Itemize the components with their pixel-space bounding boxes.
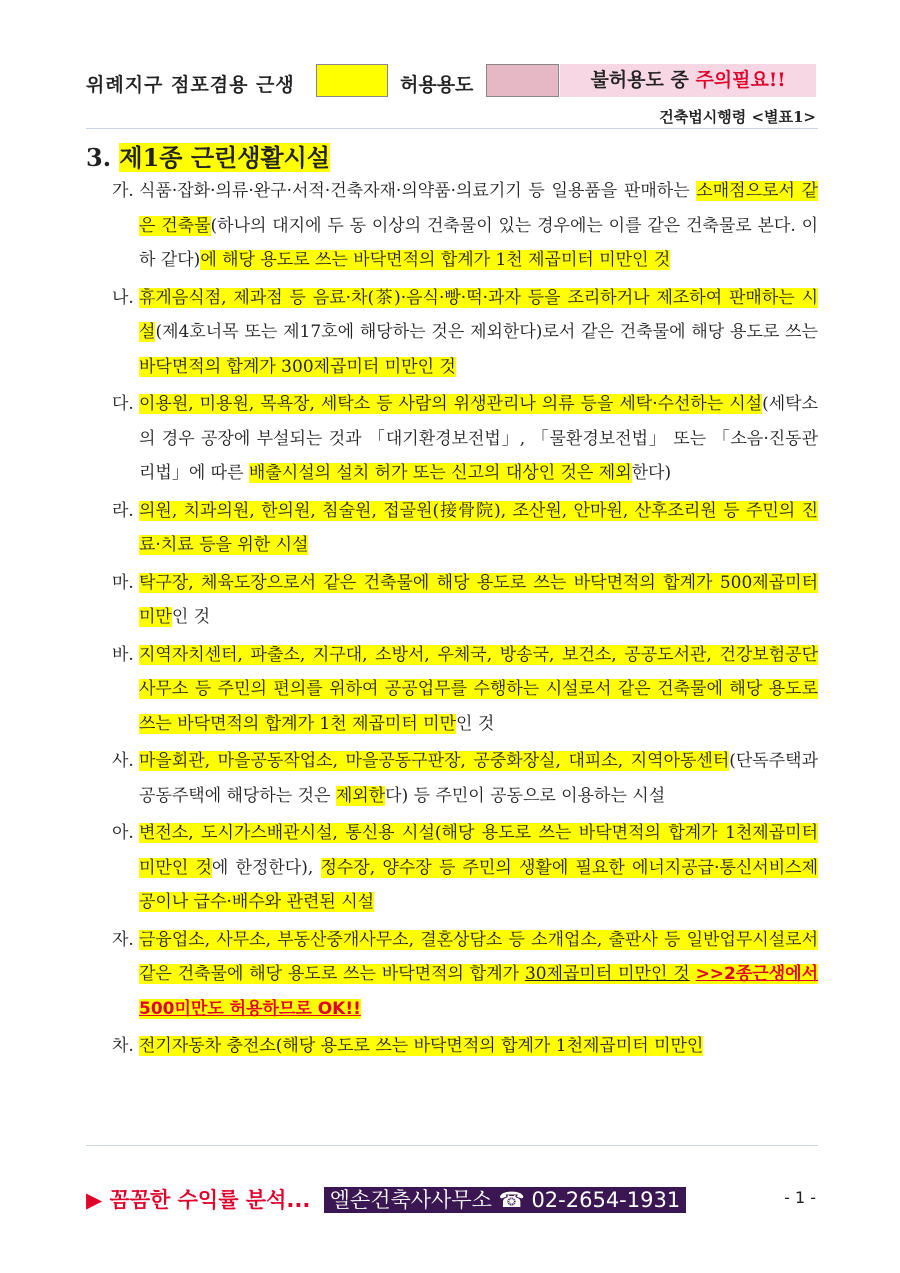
item-text: 탁구장, 체육도장으로서 같은 건축물에 해당 용도로 쓰는 바닥면적의 합계가 500제곱미터 미만 bbox=[139, 572, 818, 627]
item-text bbox=[690, 964, 696, 984]
item-text: 의원, 치과의원, 한의원, 침술원, 접골원(接骨院), 조산원, 안마원, 산후조리원 등 주민의 진료·치료 등을 위한 시설 bbox=[139, 500, 818, 555]
legend-header bbox=[86, 64, 826, 98]
use-item bbox=[112, 638, 818, 742]
allowed-color-swatch bbox=[316, 64, 388, 97]
denied-prefix: 불허용도 중 bbox=[590, 69, 696, 91]
denied-color-swatch bbox=[486, 64, 559, 97]
item-label: 차. bbox=[112, 1036, 134, 1056]
use-item bbox=[112, 923, 818, 1027]
item-text: 이용원, 미용원, 목욕장, 세탁소 등 사람의 위생관리나 의류 등을 세탁·수선하는 시설 bbox=[139, 394, 763, 414]
footer-tagline: 꼼꼼한 수익률 분석... bbox=[109, 1188, 311, 1212]
item-text: (제4호너목 또는 제17호에 해당하는 것은 제외한다)로서 같은 건축물에 해당 용도로 쓰는 bbox=[155, 322, 818, 342]
item-text: 금융업소, 사무소, 부동산중개사무소, 결혼상담소 등 소개업소, 출판사 등 일반업무시설로서 같은 건축물에 해당 용도로 쓰는 바닥면적의 합계가 bbox=[139, 929, 818, 984]
item-text: 에 한정한다), bbox=[211, 857, 321, 878]
item-text: 정수장, 양수장 등 주민의 생활에 필요한 에너지공급·통신서비스제공이나 급수·배수와 관련된 시설 bbox=[139, 857, 818, 912]
page-number: - 1 - bbox=[784, 1188, 816, 1207]
item-text: 배출시설의 설치 허가 또는 신고의 대상인 것은 제외 bbox=[248, 463, 632, 483]
section-number: 3. bbox=[86, 143, 112, 172]
regulation-reference: 건축법시행령 <별표1> bbox=[659, 108, 816, 126]
item-text: 전기자동차 충전소(해당 용도로 쓰는 바닥면적의 합계가 1천제곱미터 미만인 bbox=[139, 1036, 704, 1056]
item-label: 사. bbox=[112, 751, 134, 771]
item-text: 30제곱미터 미만인 것 bbox=[524, 964, 690, 984]
arrow-icon: ▶ bbox=[86, 1188, 103, 1212]
allowed-use-label: 허용용도 bbox=[400, 74, 474, 96]
section-heading bbox=[86, 138, 330, 173]
use-item bbox=[112, 1029, 818, 1064]
section-title: 제1종 근린생활시설 bbox=[119, 143, 330, 172]
office-name: 엘손건축사사무소 bbox=[329, 1188, 492, 1212]
use-item bbox=[112, 566, 818, 635]
item-text: 인 것 bbox=[456, 713, 495, 734]
office-contact-box bbox=[324, 1187, 687, 1213]
item-text: >>2종근생에서 500미만도 허용하므로 OK!! bbox=[139, 964, 818, 1019]
bottom-divider bbox=[86, 1145, 818, 1146]
item-text: 식품·잡화·의류·완구·서적·건축자재·의약품·의료기기 등 일용품을 판매하는 bbox=[139, 181, 697, 201]
footer-banner bbox=[86, 1184, 686, 1212]
phone-number: ☎ 02-2654-1931 bbox=[498, 1188, 681, 1212]
item-text: 지역자치센터, 파출소, 지구대, 소방서, 우체국, 방송국, 보건소, 공공도서관, 건강보험공단 사무소 등 주민의 편의를 위하여 공공업무를 수행하는 시설로서 같은 건축물에 해당 용도로 쓰는 바닥면적의 합계가 1천 제곱미터 미만 bbox=[139, 644, 818, 734]
item-label: 다. bbox=[112, 394, 134, 414]
document-title: 위례지구 점포겸용 근생 bbox=[86, 74, 295, 96]
top-divider bbox=[86, 128, 818, 129]
use-item bbox=[112, 387, 818, 491]
item-label: 가. bbox=[112, 181, 134, 201]
use-item bbox=[112, 494, 818, 563]
item-text: (세탁소의 경우 공장에 부설되는 것과 「대기환경보전법」, 「물환경보전법」 또는 「소음·진동관리법」에 따른 bbox=[139, 394, 818, 483]
item-text: 바닥면적의 합계가 300제곱미터 미만인 것 bbox=[139, 356, 456, 377]
item-text: 마을회관, 마을공동작업소, 마을공동구판장, 공중화장실, 대피소, 지역아동센터 bbox=[139, 751, 730, 771]
use-item bbox=[112, 281, 818, 385]
item-label: 마. bbox=[112, 572, 134, 593]
use-item bbox=[112, 744, 818, 813]
item-text: 에 해당 용도로 쓰는 바닥면적의 합계가 1천 제곱미터 미만인 것 bbox=[200, 250, 671, 270]
item-text: 휴게음식점, 제과점 등 음료·차(茶)·음식·빵·떡·과자 등을 조리하거나 제조하여 판매하는 시설 bbox=[139, 287, 818, 342]
item-label: 자. bbox=[112, 929, 134, 950]
denied-warning: 주의필요!! bbox=[695, 69, 786, 91]
item-label: 나. bbox=[112, 287, 134, 308]
item-text: 변전소, 도시가스배관시설, 통신용 시설(해당 용도로 쓰는 바닥면적의 합계가 1천제곱미터 미만인 것 bbox=[139, 823, 818, 878]
item-text: 한다) bbox=[631, 463, 672, 483]
item-text: (하나의 대지에 두 동 이상의 건축물이 있는 경우에는 이를 같은 건축물로 본다. 이하 같다) bbox=[139, 215, 819, 270]
use-item bbox=[112, 174, 818, 278]
item-text: 소매점으로서 같은 건축물 bbox=[139, 181, 818, 236]
denied-use-label bbox=[560, 64, 816, 97]
item-text: 다) 등 주민이 공동으로 이용하는 시설 bbox=[385, 785, 666, 806]
use-item-list bbox=[112, 174, 818, 1067]
item-text: 인 것 bbox=[171, 607, 211, 627]
item-text: (단독주택과 공동주택에 해당하는 것은 bbox=[139, 751, 818, 806]
item-label: 바. bbox=[112, 644, 134, 665]
item-label: 라. bbox=[112, 500, 134, 521]
item-text: 제외한 bbox=[335, 785, 386, 806]
use-item bbox=[112, 816, 818, 920]
item-label: 아. bbox=[112, 823, 134, 843]
